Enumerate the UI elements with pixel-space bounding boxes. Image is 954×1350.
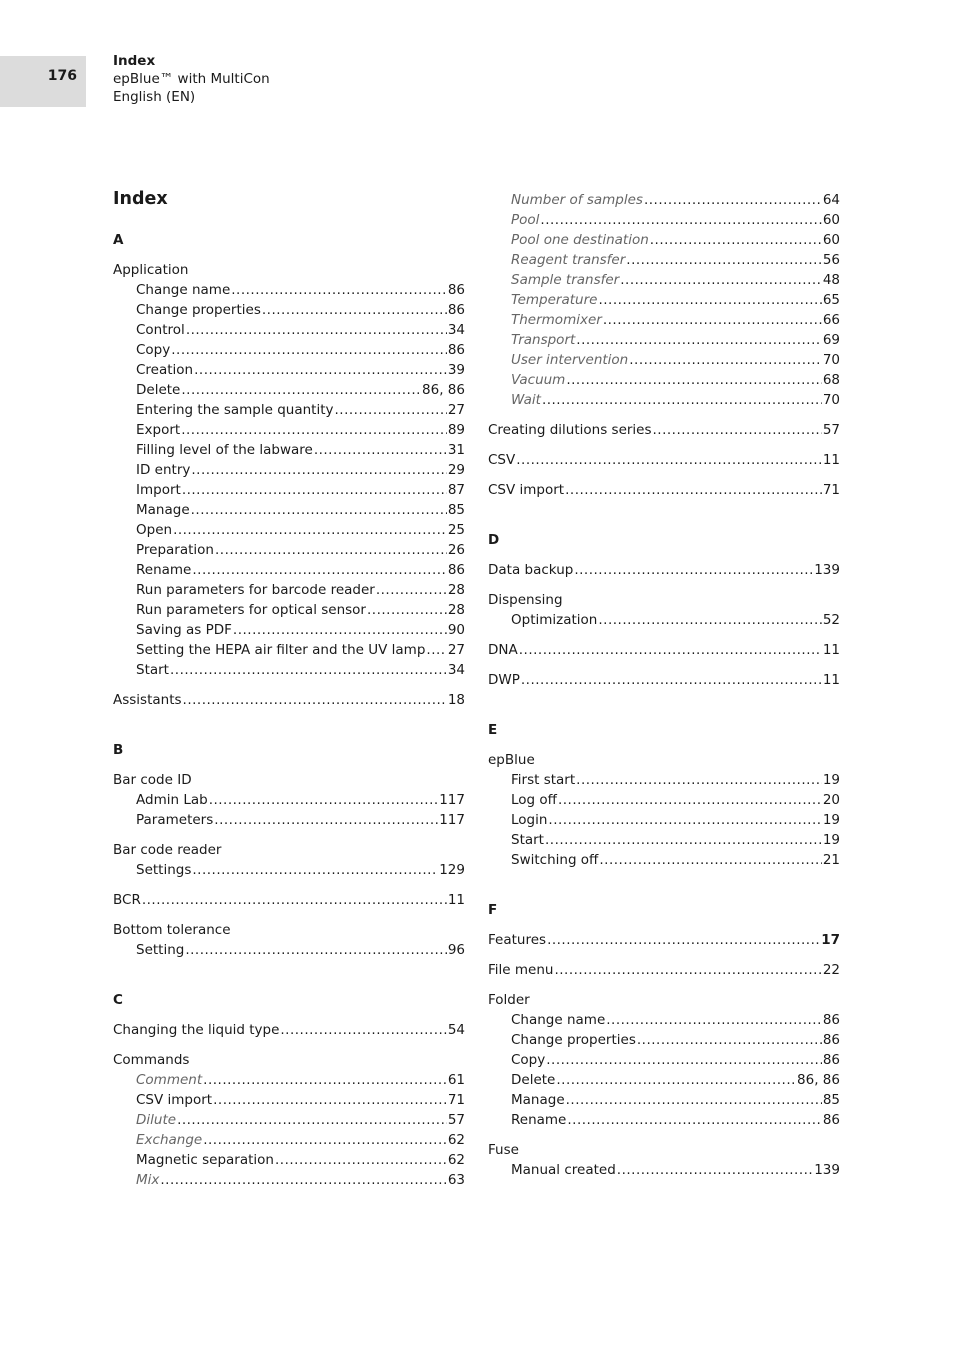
dot-leader: [565, 480, 822, 500]
entry-label: Change name: [511, 1012, 606, 1028]
page-reference[interactable]: 22: [822, 962, 840, 978]
page-reference[interactable]: 70: [822, 392, 840, 408]
entry-label: Switching off: [511, 852, 599, 868]
dot-leader: [637, 1030, 822, 1050]
dot-leader: [233, 620, 447, 640]
index-heading: Bottom tolerance: [113, 922, 231, 938]
index-subentry[interactable]: [488, 330, 840, 350]
dot-leader: [181, 420, 447, 440]
page-title: Index: [113, 189, 168, 209]
index-column-left: [113, 230, 465, 1190]
dot-leader: [629, 350, 822, 370]
index-subentry[interactable]: [488, 230, 840, 250]
index-subentry[interactable]: [113, 440, 465, 460]
dot-leader: [185, 940, 446, 960]
dot-leader: [262, 300, 447, 320]
page-reference[interactable]: 28: [447, 582, 465, 598]
page-reference[interactable]: 139: [814, 562, 840, 578]
dot-leader: [519, 640, 822, 660]
dot-leader: [576, 330, 822, 350]
dot-leader: [606, 1010, 822, 1030]
entry-label: CSV: [488, 452, 516, 468]
entry-label: Copy: [136, 342, 171, 358]
page-reference[interactable]: 20: [822, 792, 840, 808]
index-heading: Dispensing: [488, 592, 563, 608]
index-heading: Bar code ID: [113, 772, 192, 788]
page-reference[interactable]: 60: [822, 212, 840, 228]
index-column-right: [488, 190, 840, 1180]
page-reference[interactable]: 39: [447, 362, 465, 378]
entry-label: Number of samples: [511, 192, 643, 208]
entry-label: Run parameters for barcode reader: [136, 582, 375, 598]
index-subentry[interactable]: [113, 860, 465, 880]
entry-label: Dilute: [136, 1112, 177, 1128]
index-subentry[interactable]: [113, 540, 465, 560]
header-product: epBlue™ with MultiCon: [113, 71, 270, 87]
index-subentry[interactable]: [113, 620, 465, 640]
page-reference[interactable]: 117: [439, 792, 465, 808]
dot-leader: [566, 1090, 822, 1110]
page-reference[interactable]: 86: [822, 1032, 840, 1048]
entry-label: Parameters: [136, 812, 214, 828]
entry-label: Delete: [136, 382, 181, 398]
dot-leader: [192, 860, 438, 880]
dot-leader: [603, 310, 822, 330]
index-heading: epBlue: [488, 752, 535, 768]
page-reference[interactable]: 61: [447, 1072, 465, 1088]
entry-label: ID entry: [136, 462, 191, 478]
index-subentry[interactable]: [488, 1010, 840, 1030]
entry-label: Reagent transfer: [511, 252, 626, 268]
dot-leader: [215, 540, 447, 560]
entry-label: Saving as PDF: [136, 622, 232, 638]
index-entry[interactable]: [488, 930, 840, 950]
index-subentry[interactable]: [113, 810, 465, 830]
index-subentry[interactable]: [488, 350, 840, 370]
page-reference[interactable]: 26: [447, 542, 465, 558]
page-reference[interactable]: 11: [822, 642, 840, 658]
page-reference[interactable]: 86: [822, 1112, 840, 1128]
page-reference[interactable]: 25: [447, 522, 465, 538]
entry-label: Rename: [511, 1112, 567, 1128]
dot-leader: [186, 320, 447, 340]
dot-leader: [566, 370, 821, 390]
page-reference[interactable]: 71: [822, 482, 840, 498]
index-subentry[interactable]: [113, 1150, 465, 1170]
dot-leader: [275, 1150, 447, 1170]
dot-leader: [540, 210, 821, 230]
dot-leader: [574, 560, 813, 580]
page-reference[interactable]: 31: [447, 442, 465, 458]
page-reference[interactable]: 86, 86: [797, 1072, 840, 1088]
page-reference[interactable]: 57: [822, 422, 840, 438]
index-entry[interactable]: [488, 960, 840, 980]
dot-leader: [644, 190, 822, 210]
entry-label: Vacuum: [511, 372, 566, 388]
dot-leader: [554, 960, 821, 980]
dot-leader: [546, 1050, 822, 1070]
index-subentry[interactable]: [113, 420, 465, 440]
entry-label: Setting the HEPA air filter and the UV lamp: [136, 642, 426, 658]
entry-label: Rename: [136, 562, 192, 578]
dot-leader: [314, 440, 447, 460]
dot-leader: [280, 1020, 446, 1040]
index-subentry[interactable]: [488, 310, 840, 330]
page-reference[interactable]: 129: [439, 862, 465, 878]
index-entry[interactable]: [488, 560, 840, 580]
dot-leader: [653, 420, 822, 440]
page-reference[interactable]: 29: [447, 462, 465, 478]
dot-leader: [192, 560, 446, 580]
dot-leader: [173, 520, 447, 540]
entry-label: Creation: [136, 362, 194, 378]
dot-leader: [617, 1160, 813, 1180]
dot-leader: [521, 670, 822, 690]
index-subentry[interactable]: [488, 1110, 840, 1130]
dot-leader: [170, 660, 447, 680]
dot-leader: [576, 770, 822, 790]
page-reference[interactable]: 65: [822, 292, 840, 308]
entry-label: Filling level of the labware: [136, 442, 313, 458]
index-subentry[interactable]: [488, 830, 840, 850]
page-reference[interactable]: 117: [439, 812, 465, 828]
page-reference[interactable]: 90: [447, 622, 465, 638]
entry-label: Change name: [136, 282, 231, 298]
entry-label: User intervention: [511, 352, 629, 368]
entry-label: Data backup: [488, 562, 574, 578]
entry-label: Control: [136, 322, 185, 338]
dot-leader: [191, 500, 447, 520]
page-reference[interactable]: 17: [821, 932, 840, 948]
index-letter: C: [113, 992, 123, 1008]
dot-leader: [142, 890, 447, 910]
index-entry[interactable]: [488, 450, 840, 470]
index-subentry[interactable]: [113, 580, 465, 600]
index-subentry[interactable]: [113, 380, 465, 400]
header-title: Index: [113, 53, 156, 69]
entry-label: Delete: [511, 1072, 556, 1088]
entry-label: CSV import: [136, 1092, 213, 1108]
index-subentry[interactable]: [488, 610, 840, 630]
dot-leader: [160, 1170, 446, 1190]
page-tab: [0, 56, 86, 107]
dot-leader: [231, 280, 447, 300]
page-reference[interactable]: 64: [822, 192, 840, 208]
entry-label: Optimization: [511, 612, 598, 628]
entry-label: Changing the liquid type: [113, 1022, 280, 1038]
entry-label: Preparation: [136, 542, 214, 558]
page-reference[interactable]: 52: [822, 612, 840, 628]
dot-leader: [335, 400, 447, 420]
index-subentry[interactable]: [113, 640, 465, 660]
page-reference[interactable]: 27: [447, 402, 465, 418]
dot-leader: [177, 1110, 447, 1130]
entry-label: Settings: [136, 862, 192, 878]
entry-label: File menu: [488, 962, 554, 978]
index-subentry[interactable]: [488, 770, 840, 790]
page-reference[interactable]: 18: [447, 692, 465, 708]
page-reference[interactable]: 34: [447, 322, 465, 338]
index-letter: E: [488, 722, 498, 738]
index-subentry[interactable]: [113, 1130, 465, 1150]
page-reference[interactable]: 54: [447, 1022, 465, 1038]
page-reference[interactable]: 19: [822, 772, 840, 788]
dot-leader: [376, 580, 447, 600]
index-subentry[interactable]: [113, 1070, 465, 1090]
entry-label: Magnetic separation: [136, 1152, 274, 1168]
entry-label: First start: [511, 772, 576, 788]
dot-leader: [194, 360, 447, 380]
index-entry[interactable]: [113, 1020, 465, 1040]
index-subentry[interactable]: [113, 600, 465, 620]
index-subentry[interactable]: [488, 250, 840, 270]
index-subentry[interactable]: [488, 850, 840, 870]
page-reference[interactable]: 60: [822, 232, 840, 248]
index-heading: Fuse: [488, 1142, 519, 1158]
index-subentry[interactable]: [488, 1070, 840, 1090]
dot-leader: [545, 830, 822, 850]
entry-label: Manage: [511, 1092, 565, 1108]
index-subentry[interactable]: [113, 940, 465, 960]
page-reference[interactable]: 34: [447, 662, 465, 678]
entry-label: Export: [136, 422, 181, 438]
index-subentry[interactable]: [113, 1090, 465, 1110]
entry-label: Setting: [136, 942, 185, 958]
index-entry[interactable]: [488, 480, 840, 500]
index-letter: B: [113, 742, 124, 758]
entry-label: Thermomixer: [511, 312, 602, 328]
page-reference[interactable]: 19: [822, 812, 840, 828]
index-subentry[interactable]: [113, 790, 465, 810]
entry-label: DWP: [488, 672, 520, 688]
index-entry[interactable]: [113, 690, 465, 710]
page-reference[interactable]: 66: [822, 312, 840, 328]
dot-leader: [650, 230, 822, 250]
index-entry[interactable]: [488, 670, 840, 690]
page-reference[interactable]: 85: [822, 1092, 840, 1108]
index-subentry[interactable]: [488, 390, 840, 410]
entry-label: Pool one destination: [511, 232, 649, 248]
entry-label: Admin Lab: [136, 792, 208, 808]
index-letter: D: [488, 532, 500, 548]
index-subentry[interactable]: [113, 400, 465, 420]
entry-label: Temperature: [511, 292, 598, 308]
index-subentry[interactable]: [488, 210, 840, 230]
page-reference[interactable]: 86: [447, 342, 465, 358]
index-subentry[interactable]: [488, 790, 840, 810]
page-reference[interactable]: 86: [447, 282, 465, 298]
dot-leader: [203, 1070, 447, 1090]
running-header: [113, 52, 270, 106]
dot-leader: [191, 460, 446, 480]
page-reference[interactable]: 11: [822, 672, 840, 688]
index-subentry[interactable]: [113, 560, 465, 580]
page-reference[interactable]: 21: [822, 852, 840, 868]
entry-label: Run parameters for optical sensor: [136, 602, 366, 618]
page-reference[interactable]: 86, 86: [422, 382, 465, 398]
page-reference[interactable]: 48: [822, 272, 840, 288]
index-letter: A: [113, 232, 124, 248]
entry-label: Entering the sample quantity: [136, 402, 334, 418]
page-reference[interactable]: 69: [822, 332, 840, 348]
dot-leader: [183, 690, 447, 710]
page-reference[interactable]: 96: [447, 942, 465, 958]
dot-leader: [367, 600, 447, 620]
dot-leader: [209, 790, 439, 810]
index-subentry[interactable]: [113, 360, 465, 380]
entry-label: Login: [511, 812, 548, 828]
index-subentry[interactable]: [488, 290, 840, 310]
page-reference[interactable]: 11: [822, 452, 840, 468]
entry-label: DNA: [488, 642, 518, 658]
index-subentry[interactable]: [113, 280, 465, 300]
page-reference[interactable]: 63: [447, 1172, 465, 1188]
index-subentry[interactable]: [488, 1050, 840, 1070]
dot-leader: [626, 250, 822, 270]
page-reference[interactable]: 62: [447, 1132, 465, 1148]
entry-label: Manage: [136, 502, 190, 518]
entry-label: Change properties: [511, 1032, 636, 1048]
entry-label: Change properties: [136, 302, 261, 318]
page-reference[interactable]: 27: [447, 642, 465, 658]
dot-leader: [426, 640, 446, 660]
page-reference[interactable]: 71: [447, 1092, 465, 1108]
entry-label: Open: [136, 522, 173, 538]
dot-leader: [171, 340, 447, 360]
page-reference[interactable]: 85: [447, 502, 465, 518]
entry-label: Copy: [511, 1052, 546, 1068]
index-heading: Bar code reader: [113, 842, 222, 858]
page-reference[interactable]: 57: [447, 1112, 465, 1128]
index-subentry[interactable]: [488, 810, 840, 830]
page-reference[interactable]: 86: [822, 1052, 840, 1068]
index-subentry[interactable]: [488, 1160, 840, 1180]
entry-label: Manual created: [511, 1162, 616, 1178]
dot-leader: [598, 290, 821, 310]
index-letter: F: [488, 902, 498, 918]
index-heading: Folder: [488, 992, 530, 1008]
entry-label: Assistants: [113, 692, 182, 708]
index-subentry[interactable]: [113, 320, 465, 340]
page-reference[interactable]: 68: [822, 372, 840, 388]
page-reference[interactable]: 70: [822, 352, 840, 368]
dot-leader: [182, 480, 447, 500]
entry-label: Pool: [511, 212, 540, 228]
index-subentry[interactable]: [488, 370, 840, 390]
dot-leader: [516, 450, 822, 470]
page-reference[interactable]: 56: [822, 252, 840, 268]
index-entry[interactable]: [488, 640, 840, 660]
index-subentry[interactable]: [113, 1110, 465, 1130]
index-subentry[interactable]: [113, 460, 465, 480]
dot-leader: [599, 850, 821, 870]
entry-label: Log off: [511, 792, 557, 808]
dot-leader: [181, 380, 421, 400]
page-reference[interactable]: 87: [447, 482, 465, 498]
entry-label: Start: [136, 662, 169, 678]
dot-leader: [620, 270, 822, 290]
entry-label: BCR: [113, 892, 141, 908]
entry-label: Import: [136, 482, 181, 498]
page-reference[interactable]: 139: [814, 1162, 840, 1178]
entry-label: Features: [488, 932, 547, 948]
page-reference[interactable]: 11: [447, 892, 465, 908]
index-subentry[interactable]: [113, 340, 465, 360]
dot-leader: [558, 790, 822, 810]
index-heading: Application: [113, 262, 189, 278]
dot-leader: [598, 610, 821, 630]
entry-label: Mix: [136, 1172, 160, 1188]
entry-label: Creating dilutions series: [488, 422, 652, 438]
index-entry[interactable]: [488, 420, 840, 440]
entry-label: CSV import: [488, 482, 565, 498]
index-entry[interactable]: [113, 890, 465, 910]
index-subentry[interactable]: [113, 520, 465, 540]
entry-label: Start: [511, 832, 544, 848]
entry-label: Sample transfer: [511, 272, 620, 288]
dot-leader: [567, 1110, 821, 1130]
dot-leader: [203, 1130, 447, 1150]
index-subentry[interactable]: [113, 500, 465, 520]
page-reference[interactable]: 62: [447, 1152, 465, 1168]
dot-leader: [556, 1070, 796, 1090]
dot-leader: [542, 390, 822, 410]
dot-leader: [547, 930, 820, 950]
index-subentry[interactable]: [488, 1090, 840, 1110]
index-subentry[interactable]: [488, 190, 840, 210]
page-reference[interactable]: 89: [447, 422, 465, 438]
index-subentry[interactable]: [113, 660, 465, 680]
dot-leader: [213, 1090, 447, 1110]
entry-label: Transport: [511, 332, 576, 348]
entry-label: Exchange: [136, 1132, 203, 1148]
entry-label: Comment: [136, 1072, 203, 1088]
dot-leader: [214, 810, 438, 830]
index-subentry[interactable]: [488, 270, 840, 290]
header-language: English (EN): [113, 89, 196, 105]
page-reference[interactable]: 86: [447, 562, 465, 578]
page-reference[interactable]: 19: [822, 832, 840, 848]
index-subentry[interactable]: [113, 300, 465, 320]
page-reference[interactable]: 28: [447, 602, 465, 618]
page-reference[interactable]: 86: [447, 302, 465, 318]
page-reference[interactable]: 86: [822, 1012, 840, 1028]
index-subentry[interactable]: [113, 1170, 465, 1190]
index-subentry[interactable]: [488, 1030, 840, 1050]
page-number: 176: [47, 68, 77, 84]
index-subentry[interactable]: [113, 480, 465, 500]
dot-leader: [548, 810, 821, 830]
index-heading: Commands: [113, 1052, 190, 1068]
entry-label: Wait: [511, 392, 541, 408]
